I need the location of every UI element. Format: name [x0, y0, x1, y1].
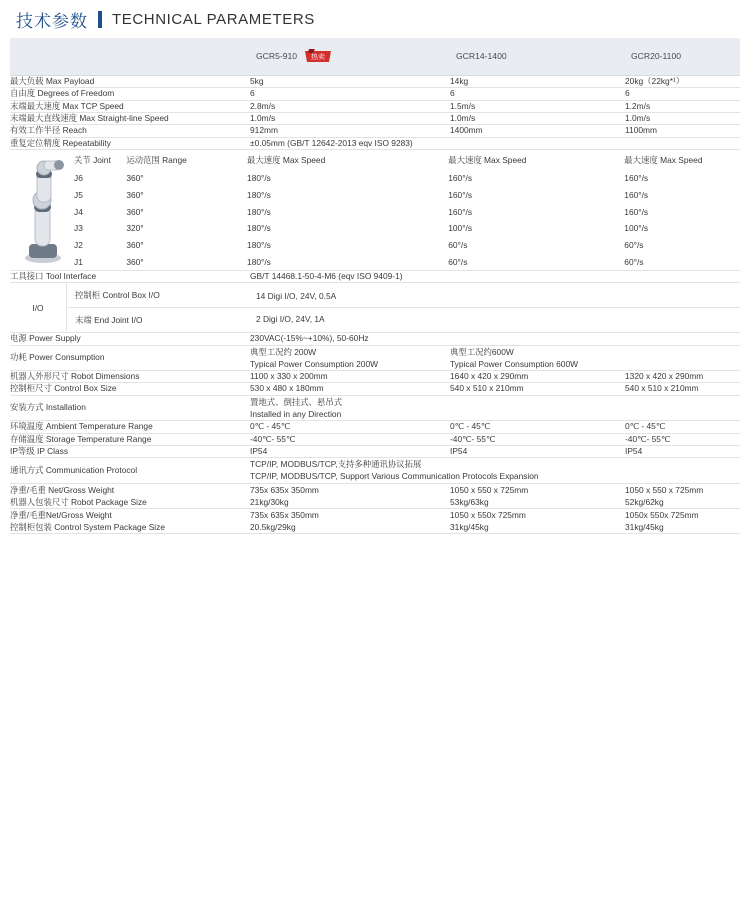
- joint-speed-model3: 60°/s: [624, 256, 644, 267]
- row-value-model3: 1100mm: [625, 125, 657, 136]
- title-divider-bar: [98, 11, 102, 28]
- table-row: [10, 271, 740, 283]
- row-value-span: [250, 458, 740, 483]
- row-label: 安装方式 Installation: [10, 402, 86, 413]
- io-block-row: [10, 283, 740, 333]
- joint-speed-model2: 160°/s: [448, 173, 473, 184]
- table-row: [10, 483, 740, 508]
- row-label: 末端最大直线速度 Max Straight-line Speed: [10, 113, 169, 124]
- joint-header-speed-model1: 最大速度 Max Speed: [247, 155, 326, 166]
- row-value-model3: 540 x 510 x 210mm: [625, 383, 699, 394]
- io-value-end-joint: 2 Digi I/O, 24V, 1A: [256, 314, 325, 325]
- table-header-row: [10, 38, 740, 76]
- joint-range: 360°: [126, 173, 144, 184]
- row-label: 自由度 Degrees of Freedom: [10, 88, 115, 99]
- joint-speed-model1: 180°/s: [247, 206, 271, 217]
- row-value-span: 230VAC(-15%~+10%), 50-60Hz: [250, 333, 369, 344]
- joint-header-speed-model2: 最大速度 Max Speed: [448, 155, 527, 166]
- joint-speed-model2: 100°/s: [448, 223, 473, 234]
- table-row: [10, 458, 740, 483]
- row-label: 功耗 Power Consumption: [10, 352, 105, 363]
- control-package-size-model2: 1050 x 550x 725mm: [450, 509, 526, 520]
- joint-speed-model2: 60°/s: [448, 240, 468, 251]
- header-cell-model1: [250, 38, 450, 76]
- row-value-span: [250, 395, 740, 420]
- robot-arm-image: [10, 150, 74, 270]
- row-value-model3: [625, 483, 740, 508]
- row-value-model1: 0℃ - 45℃: [250, 421, 291, 432]
- table-row: [10, 113, 740, 125]
- joint-row: [74, 253, 740, 270]
- row-value-model2: 1640 x 420 x 290mm: [450, 371, 529, 382]
- header-cell-model3: GCR20-1100: [631, 50, 681, 61]
- header-cell-blank: [10, 38, 250, 76]
- row-label: 存储温度 Storage Temperature Range: [10, 433, 152, 444]
- row-value-model2: [450, 345, 740, 370]
- table-row: [10, 100, 740, 112]
- control-package-size-model1: 735x 635x 350mm: [250, 509, 319, 520]
- row-value-model1: 2.8m/s: [250, 100, 276, 111]
- row-value-model2: IP54: [450, 445, 468, 456]
- row-value-model2: [450, 508, 625, 533]
- table-row: [10, 383, 740, 395]
- joint-header-row: [74, 150, 740, 170]
- io-label-end-joint: 末端 End Joint I/O: [75, 315, 143, 326]
- row-value-model3: 1.0m/s: [625, 113, 651, 124]
- joint-speed-model1: 180°/s: [247, 240, 271, 251]
- row-value-span: GB/T 14468.1-50-4-M6 (eqv ISO 9409-1): [250, 271, 403, 282]
- joint-name: J2: [74, 240, 83, 251]
- row-label: IP等级 IP Class: [10, 445, 69, 456]
- robot-package-weight-model1: 21kg/30kg: [250, 496, 289, 507]
- joint-range: 360°: [126, 240, 144, 251]
- model1-label: GCR5-910: [256, 50, 298, 61]
- table-row: [10, 371, 740, 383]
- io-tag-label: I/O: [10, 283, 67, 332]
- row-label: 电源 Power Supply: [10, 333, 81, 344]
- joint-speed-model2: 60°/s: [448, 256, 468, 267]
- row-value-model1: 5kg: [250, 76, 264, 86]
- row-value-model2: 0℃ - 45℃: [450, 421, 491, 432]
- control-package-weight-model3: 31kg/45kg: [625, 522, 664, 533]
- installation-en: Installed in any Direction: [250, 409, 342, 419]
- robot-package-weight-model2: 53kg/63kg: [450, 496, 489, 507]
- joint-name: J4: [74, 206, 83, 217]
- row-value-model3: 20kg（22kg*¹）: [625, 76, 685, 86]
- table-row: [10, 421, 740, 433]
- row-value-model3: -40℃- 55℃: [625, 433, 671, 444]
- robot-package-size-label: 机器人包装尺寸 Robot Package Size: [10, 496, 147, 507]
- row-label: 最大负载 Max Payload: [10, 76, 95, 86]
- joint-speed-model3: 160°/s: [624, 206, 649, 217]
- row-label: 有效工作半径 Reach: [10, 125, 87, 136]
- row-value-model2: 540 x 510 x 210mm: [450, 383, 524, 394]
- row-value-model3: 1.2m/s: [625, 100, 651, 111]
- row-label: 工具接口 Tool Interface: [10, 271, 97, 282]
- joint-name: J6: [74, 173, 83, 184]
- protocol-en: TCP/IP, MODBUS/TCP, Support Various Communication Protocols Expansion: [250, 471, 539, 482]
- table-row: [10, 88, 740, 100]
- joint-row: [74, 220, 740, 237]
- row-value-span: ±0.05mm (GB/T 12642-2013 eqv ISO 9283): [250, 137, 413, 148]
- joint-speed-model3: 60°/s: [624, 240, 644, 251]
- control-package-size-model3: 1050x 550x 725mm: [625, 509, 699, 520]
- installation-zh: 置地式、倒挂式、悬吊式: [250, 396, 343, 407]
- joint-range: 360°: [126, 190, 144, 201]
- row-value-model2: 1.0m/s: [450, 113, 476, 124]
- robot-package-weight-model3: 52kg/62kg: [625, 496, 664, 507]
- joint-table: [74, 150, 740, 270]
- row-value-model1: IP54: [250, 445, 268, 456]
- table-row: [10, 76, 740, 88]
- table-row: [10, 345, 740, 370]
- row-value-model1: [250, 483, 450, 508]
- joint-speed-model1: 180°/s: [247, 256, 271, 267]
- protocol-zh: TCP/IP, MODBUS/TCP,支持多种通讯协议拓展: [250, 459, 422, 470]
- page-title-en: TECHNICAL PARAMETERS: [112, 10, 315, 28]
- table-row: [10, 433, 740, 445]
- svg-text:热卖: 热卖: [311, 53, 326, 61]
- technical-parameters-table: [10, 38, 740, 534]
- joint-speed-model2: 160°/s: [448, 206, 473, 217]
- joint-header-speed-model3: 最大速度 Max Speed: [624, 155, 703, 166]
- row-value-model3: 1320 x 420 x 290mm: [625, 371, 704, 382]
- joint-speed-model1: 180°/s: [247, 190, 271, 201]
- header-cell-model2: GCR14-1400: [456, 50, 507, 61]
- row-value-model3: 0℃ - 45℃: [625, 421, 666, 432]
- row-label: 控制柜尺寸 Control Box Size: [10, 383, 117, 394]
- joint-speed-model2: 160°/s: [448, 190, 473, 201]
- row-label: 机器人外形尺寸 Robot Dimensions: [10, 371, 140, 382]
- row-value-model1: 1100 x 330 x 200mm: [250, 371, 328, 382]
- row-value-model1: 1.0m/s: [250, 113, 276, 124]
- joint-row: [74, 170, 740, 187]
- joint-row: [74, 187, 740, 204]
- row-value-model2: 1400mm: [450, 125, 483, 136]
- row-value-model1: 6: [250, 88, 255, 99]
- row-value-model3: [625, 508, 740, 533]
- row-value-model2: -40℃- 55℃: [450, 433, 496, 444]
- row-value-model3: IP54: [625, 445, 643, 456]
- power-model1-zh: 典型工况约 200W: [250, 346, 317, 357]
- control-package-weight-model2: 31kg/45kg: [450, 522, 489, 533]
- joint-header-range: 运动范围 Range: [126, 155, 187, 166]
- robot-package-size-model2: 1050 x 550 x 725mm: [450, 484, 529, 495]
- table-row: [10, 395, 740, 420]
- power-model2-zh: 典型工况约600W: [450, 346, 514, 357]
- joint-range: 360°: [126, 206, 144, 217]
- power-model2-en: Typical Power Consumption 600W: [450, 358, 579, 369]
- joint-name: J1: [74, 256, 83, 267]
- page-header: [10, 0, 740, 38]
- joint-header-joint: 关节 Joint: [74, 155, 111, 166]
- row-label: 通讯方式 Communication Protocol: [10, 464, 138, 475]
- joint-speed-model3: 100°/s: [624, 223, 649, 234]
- row-value-model2: 1.5m/s: [450, 100, 476, 111]
- row-value-model3: 6: [625, 88, 630, 99]
- row-value-model1: -40℃- 55℃: [250, 433, 296, 444]
- io-label-control-box: 控制柜 Control Box I/O: [67, 283, 250, 308]
- table-row: [10, 125, 740, 137]
- io-value-control-box: 14 Digi I/O, 24V, 0.5A: [250, 285, 740, 308]
- joint-name: J3: [74, 223, 83, 234]
- joint-name: J5: [74, 190, 83, 201]
- row-label: 末端最大速度 Max TCP Speed: [10, 100, 124, 111]
- row-label: 环境温度 Ambient Temperature Range: [10, 421, 153, 432]
- table-row: [10, 137, 740, 149]
- control-package-size-label: 控制柜包装 Control System Package Size: [10, 522, 165, 533]
- joint-row: [74, 203, 740, 220]
- joint-parameters-block: [10, 150, 740, 271]
- joint-speed-model1: 180°/s: [247, 223, 271, 234]
- joint-speed-model1: 180°/s: [247, 173, 271, 184]
- table-row: [10, 508, 740, 533]
- row-label: 重复定位精度 Repeatability: [10, 137, 111, 148]
- control-package-weight-label: 净重/毛重Net/Gross Weight: [10, 509, 112, 520]
- joint-range: 360°: [126, 256, 144, 267]
- power-model1-en: Typical Power Consumption 200W: [250, 358, 379, 369]
- row-value-model2: 14kg: [450, 76, 469, 86]
- control-package-weight-model1: 20.5kg/29kg: [250, 522, 296, 533]
- row-value-model2: [450, 483, 625, 508]
- robot-package-size-model1: 735x 635x 350mm: [250, 484, 319, 495]
- row-value-model2: 6: [450, 88, 455, 99]
- joint-speed-model3: 160°/s: [624, 173, 649, 184]
- hot-sale-badge-icon: [303, 48, 333, 65]
- row-value-model1: 530 x 480 x 180mm: [250, 383, 324, 394]
- table-row: [10, 445, 740, 457]
- joint-range: 320°: [126, 223, 144, 234]
- joint-speed-model3: 160°/s: [624, 190, 649, 201]
- row-value-model1: [250, 508, 450, 533]
- robot-package-weight-label: 净重/毛重 Net/Gross Weight: [10, 484, 115, 495]
- row-label: [10, 508, 250, 533]
- page-title-zh: 技术参数: [16, 11, 88, 31]
- row-label: [10, 483, 250, 508]
- row-value-model1: [250, 345, 450, 370]
- row-value-model1: 912mm: [250, 125, 278, 136]
- robot-package-size-model3: 1050 x 550 x 725mm: [625, 484, 704, 495]
- table-row: [10, 333, 740, 345]
- joint-row: [74, 237, 740, 254]
